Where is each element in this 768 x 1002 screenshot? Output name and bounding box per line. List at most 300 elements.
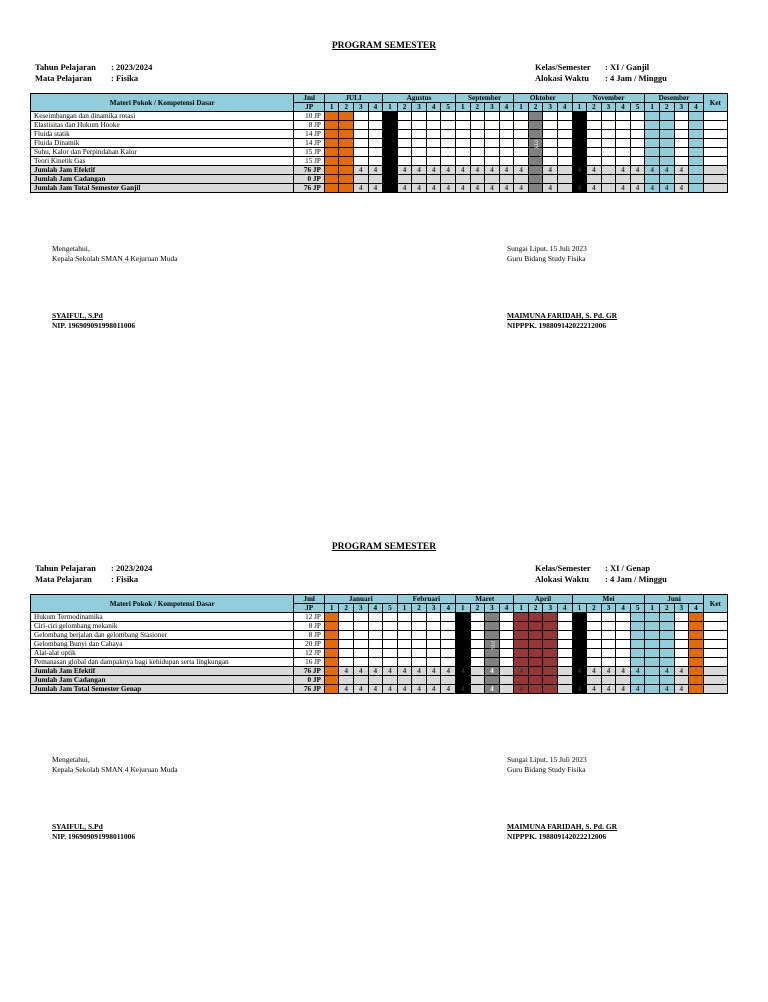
week-cell	[528, 148, 543, 157]
week-cell	[543, 148, 558, 157]
ket-cell	[703, 613, 727, 622]
sig-left-nip: NIP. 196909091998011006	[52, 321, 136, 330]
week-cell	[412, 148, 427, 157]
week-cell	[616, 649, 631, 658]
week-cell	[528, 622, 543, 631]
week-cell	[528, 121, 543, 130]
week-cell	[383, 175, 398, 184]
week-cell	[645, 667, 660, 676]
tahun-label: Tahun Pelajaran	[35, 62, 96, 72]
sig-right-line1: Sungai Liput, 15 Juli 2023	[507, 755, 587, 764]
week-number: 1	[645, 604, 660, 613]
week-cell	[426, 631, 441, 640]
week-number: 3	[601, 604, 616, 613]
week-cell	[587, 148, 602, 157]
week-cell	[455, 157, 470, 166]
header-materi: Materi Pokok / Kompetensi Dasar	[31, 94, 294, 112]
week-cell	[689, 613, 704, 622]
week-cell: 4	[587, 667, 602, 676]
week-cell: 4	[441, 685, 456, 694]
week-cell: 4	[354, 685, 369, 694]
week-cell	[426, 613, 441, 622]
alokasi-value: : 4 Jam / Minggu	[605, 574, 667, 584]
page-title-ganjil: PROGRAM SEMESTER	[331, 41, 437, 51]
week-cell	[485, 130, 500, 139]
week-cell	[354, 139, 369, 148]
table-row	[31, 622, 728, 631]
week-cell	[324, 175, 339, 184]
jp-cell: 76 JP	[294, 184, 324, 193]
week-cell	[601, 130, 616, 139]
week-cell	[674, 157, 689, 166]
week-cell	[339, 622, 354, 631]
week-cell	[558, 640, 573, 649]
week-cell: 4	[485, 184, 500, 193]
week-cell	[324, 640, 339, 649]
week-cell	[324, 166, 339, 175]
materi-cell: Jumlah Jam Total Semester Ganjil	[31, 184, 294, 193]
week-cell: 4	[339, 667, 354, 676]
sig-left-line1: Mengetahui,	[52, 755, 90, 764]
week-cell	[441, 130, 456, 139]
week-cell	[324, 139, 339, 148]
kelas-label: Kelas/Semester	[535, 563, 591, 573]
week-cell	[660, 631, 675, 640]
mapel-label: Mata Pelajaran	[35, 574, 92, 584]
week-cell: 4	[660, 667, 675, 676]
week-cell	[426, 175, 441, 184]
week-cell	[689, 622, 704, 631]
week-cell	[339, 676, 354, 685]
week-cell	[674, 676, 689, 685]
jp-cell: 8 JP	[294, 121, 324, 130]
week-cell	[543, 622, 558, 631]
month-header: April	[514, 595, 572, 604]
week-number: 3	[674, 604, 689, 613]
table-row	[31, 613, 728, 622]
week-cell	[645, 130, 660, 139]
week-number: 4	[426, 103, 441, 112]
materi-cell: Jumlah Jam Cadangan	[31, 676, 294, 685]
materi-cell: Keseimbangan dan dinamika rotasi	[31, 112, 294, 121]
week-cell	[528, 166, 543, 175]
week-cell	[630, 640, 645, 649]
header-materi: Materi Pokok / Kompetensi Dasar	[31, 595, 294, 613]
week-cell	[674, 139, 689, 148]
week-cell	[368, 640, 383, 649]
week-cell	[456, 676, 471, 685]
kelas-value: : XI / Ganjil	[605, 62, 650, 72]
ket-cell	[703, 640, 727, 649]
week-cell	[587, 649, 602, 658]
week-cell	[485, 613, 500, 622]
week-number: 2	[470, 604, 485, 613]
week-cell	[674, 622, 689, 631]
week-cell	[616, 640, 631, 649]
week-cell	[514, 130, 529, 139]
week-cell	[543, 649, 558, 658]
week-cell: 4	[601, 667, 616, 676]
ket-cell	[703, 148, 727, 157]
mapel-label: Mata Pelajaran	[35, 73, 92, 83]
week-cell	[426, 658, 441, 667]
week-cell	[339, 184, 354, 193]
week-cell	[543, 157, 558, 166]
week-cell	[383, 676, 398, 685]
week-cell	[587, 658, 602, 667]
jp-cell: 12 JP	[294, 649, 324, 658]
week-cell	[616, 112, 631, 121]
week-cell	[689, 667, 704, 676]
ket-cell	[703, 622, 727, 631]
week-cell: 4	[383, 667, 398, 676]
materi-cell: Teori Kinetik Gas	[31, 157, 294, 166]
jp-cell: 76 JP	[294, 685, 324, 694]
header-ket: Ket	[703, 595, 727, 613]
week-number: 2	[412, 604, 427, 613]
week-cell	[514, 640, 529, 649]
week-cell	[499, 112, 514, 121]
week-cell	[368, 139, 383, 148]
week-number: 3	[543, 604, 558, 613]
header-jp: JP	[294, 604, 324, 613]
week-cell	[499, 157, 514, 166]
week-cell: 4	[514, 184, 529, 193]
alokasi-value: : 4 Jam / Minggu	[605, 73, 667, 83]
week-cell: 4	[499, 184, 514, 193]
week-cell: 4	[426, 184, 441, 193]
mapel-value: : Fisika	[111, 73, 139, 83]
week-cell: 4	[368, 685, 383, 694]
table-row	[31, 658, 728, 667]
week-number: 2	[660, 604, 675, 613]
materi-cell: Suhu, Kalor dan Perpindahan Kalor	[31, 148, 294, 157]
week-cell: 4	[426, 667, 441, 676]
week-cell	[485, 139, 500, 148]
week-cell: 4	[514, 667, 529, 676]
week-cell	[601, 658, 616, 667]
week-cell	[558, 667, 573, 676]
week-cell	[324, 676, 339, 685]
week-number: 5	[441, 103, 456, 112]
week-cell	[354, 622, 369, 631]
jp-cell: 16 JP	[294, 658, 324, 667]
header-jml: Jml	[294, 595, 324, 604]
week-cell: 4	[397, 184, 412, 193]
week-cell	[689, 649, 704, 658]
week-cell	[674, 112, 689, 121]
week-number: 1	[514, 604, 529, 613]
week-cell	[397, 631, 412, 640]
week-cell	[470, 640, 485, 649]
week-cell	[616, 121, 631, 130]
week-cell: 4	[587, 166, 602, 175]
week-number: 1	[455, 103, 470, 112]
week-cell	[557, 139, 572, 148]
week-cell	[557, 157, 572, 166]
jp-cell: 8 JP	[294, 622, 324, 631]
week-cell: 4	[659, 184, 674, 193]
week-cell	[485, 175, 500, 184]
materi-cell: Jumlah Jam Total Semester Genap	[31, 685, 294, 694]
table-row	[31, 184, 728, 193]
week-number: 1	[324, 103, 339, 112]
week-cell: 4	[616, 166, 631, 175]
week-cell	[630, 148, 645, 157]
week-cell	[470, 622, 485, 631]
week-cell: 4	[616, 184, 631, 193]
week-cell	[324, 667, 339, 676]
week-cell	[543, 121, 558, 130]
table-row	[31, 685, 728, 694]
month-header: Mei	[572, 595, 645, 604]
week-cell	[630, 121, 645, 130]
week-cell	[470, 148, 485, 157]
week-cell	[601, 157, 616, 166]
week-cell	[630, 175, 645, 184]
week-number: 1	[383, 103, 398, 112]
week-cell	[616, 130, 631, 139]
week-cell	[339, 613, 354, 622]
week-cell	[689, 631, 704, 640]
week-cell	[383, 157, 398, 166]
week-cell	[601, 676, 616, 685]
week-cell	[397, 658, 412, 667]
week-number: 4	[557, 103, 572, 112]
week-cell	[674, 631, 689, 640]
week-cell	[514, 121, 529, 130]
week-number: 3	[412, 103, 427, 112]
week-number: 4	[689, 103, 704, 112]
month-header: JULI	[324, 94, 382, 103]
week-cell	[354, 148, 369, 157]
week-cell	[587, 676, 602, 685]
week-cell	[528, 157, 543, 166]
kelas-label: Kelas/Semester	[535, 62, 591, 72]
week-number: 3	[426, 604, 441, 613]
month-header: Maret	[456, 595, 514, 604]
week-cell	[689, 130, 704, 139]
week-cell	[558, 631, 573, 640]
week-cell	[339, 175, 354, 184]
materi-cell: Gelombang Bunyi dan Cahaya	[31, 640, 294, 649]
week-cell	[601, 622, 616, 631]
week-cell	[499, 622, 514, 631]
week-number: 2	[528, 103, 543, 112]
week-cell	[499, 631, 514, 640]
week-cell	[689, 685, 704, 694]
week-cell	[557, 184, 572, 193]
week-number: 4	[558, 604, 573, 613]
signature-right-name-ganjil	[507, 311, 617, 331]
week-cell	[412, 121, 427, 130]
week-cell	[339, 631, 354, 640]
week-cell	[441, 649, 456, 658]
week-cell	[543, 175, 558, 184]
week-cell	[397, 130, 412, 139]
week-cell	[689, 139, 704, 148]
ket-cell	[703, 166, 727, 175]
week-cell	[601, 139, 616, 148]
week-number: 4	[368, 604, 383, 613]
week-cell: 4	[397, 166, 412, 175]
week-cell	[368, 130, 383, 139]
week-number: 5	[630, 604, 645, 613]
week-cell	[441, 658, 456, 667]
week-cell	[324, 658, 339, 667]
week-cell	[543, 112, 558, 121]
week-cell: 4	[587, 685, 602, 694]
week-cell: 4	[485, 166, 500, 175]
week-cell	[514, 658, 529, 667]
ket-cell	[703, 676, 727, 685]
week-cell	[630, 622, 645, 631]
table-row	[31, 175, 728, 184]
week-cell: 4	[368, 166, 383, 175]
week-cell	[528, 640, 543, 649]
week-number: 5	[383, 604, 398, 613]
week-number: 1	[645, 103, 660, 112]
week-cell	[397, 613, 412, 622]
sig-right-name: MAIMUNA FARIDAH, S. Pd. GR	[507, 822, 618, 831]
week-cell	[630, 631, 645, 640]
week-cell	[659, 112, 674, 121]
week-cell	[528, 130, 543, 139]
week-cell	[558, 685, 573, 694]
week-cell	[659, 139, 674, 148]
week-cell: 4	[572, 667, 587, 676]
week-cell: 4	[485, 685, 500, 694]
week-cell	[587, 175, 602, 184]
sig-right-nip: NIPPPK. 198809142022212006	[507, 832, 607, 841]
materi-cell: Alat-alat optik	[31, 649, 294, 658]
week-cell: 4	[572, 184, 587, 193]
week-cell	[441, 631, 456, 640]
week-cell	[354, 649, 369, 658]
month-header: Desember	[645, 94, 703, 103]
ket-cell	[703, 649, 727, 658]
week-number: 1	[397, 604, 412, 613]
week-cell	[630, 130, 645, 139]
week-cell	[397, 175, 412, 184]
week-number: 1	[514, 103, 529, 112]
week-cell	[339, 148, 354, 157]
week-number: 1	[456, 604, 471, 613]
kelas-value: : XI / Genap	[605, 563, 651, 573]
week-cell	[499, 139, 514, 148]
week-cell	[572, 130, 587, 139]
week-cell	[412, 112, 427, 121]
week-cell	[368, 112, 383, 121]
week-cell	[645, 148, 660, 157]
week-cell	[470, 175, 485, 184]
week-cell	[689, 175, 704, 184]
week-number: 4	[689, 604, 704, 613]
week-cell	[441, 676, 456, 685]
week-cell	[470, 112, 485, 121]
week-cell	[456, 658, 471, 667]
semester-table-genap	[30, 594, 728, 694]
week-cell	[528, 685, 543, 694]
week-cell: 4	[499, 166, 514, 175]
sig-left-line2: Kepala Sekolah SMAN 4 Kejuruan Muda	[52, 765, 178, 774]
week-cell	[616, 631, 631, 640]
week-cell: 4	[572, 685, 587, 694]
week-cell	[645, 658, 660, 667]
week-cell	[587, 157, 602, 166]
week-cell	[412, 130, 427, 139]
week-cell	[412, 622, 427, 631]
week-cell	[572, 631, 587, 640]
week-cell	[601, 175, 616, 184]
table-row	[31, 166, 728, 175]
materi-cell: Jumlah Jam Efektif	[31, 667, 294, 676]
jp-cell: 76 JP	[294, 166, 324, 175]
week-cell	[455, 121, 470, 130]
week-cell	[557, 130, 572, 139]
jp-cell: 15 JP	[294, 148, 324, 157]
week-cell: 4	[339, 685, 354, 694]
table-row	[31, 130, 728, 139]
week-cell: 4	[659, 166, 674, 175]
table-row	[31, 148, 728, 157]
month-header: Juni	[645, 595, 703, 604]
week-cell	[528, 631, 543, 640]
tahun-value: : 2023/2024	[111, 563, 153, 573]
week-cell	[689, 166, 704, 175]
week-cell	[674, 175, 689, 184]
week-cell	[339, 139, 354, 148]
header-jp: JP	[294, 103, 324, 112]
week-cell	[368, 175, 383, 184]
pts-vertical-label: PTS	[532, 139, 538, 149]
week-cell: 4	[456, 667, 471, 676]
week-cell	[572, 676, 587, 685]
week-cell	[616, 676, 631, 685]
week-cell	[339, 640, 354, 649]
week-cell	[674, 148, 689, 157]
week-cell	[630, 613, 645, 622]
week-cell	[514, 175, 529, 184]
week-cell	[514, 148, 529, 157]
week-cell	[456, 631, 471, 640]
week-cell	[368, 148, 383, 157]
alokasi-label: Alokasi Waktu	[535, 574, 589, 584]
tahun-label: Tahun Pelajaran	[35, 563, 96, 573]
materi-cell: Elastisitas dan Hukum Hooke	[31, 121, 294, 130]
week-cell	[616, 148, 631, 157]
week-number: 5	[630, 103, 645, 112]
ket-cell	[703, 658, 727, 667]
week-cell	[528, 613, 543, 622]
jp-cell: 14 JP	[294, 130, 324, 139]
week-cell	[470, 631, 485, 640]
week-number: 4	[616, 604, 631, 613]
week-cell	[383, 139, 398, 148]
week-number: 1	[572, 604, 587, 613]
week-cell	[441, 622, 456, 631]
week-cell: 4	[630, 184, 645, 193]
week-cell	[645, 175, 660, 184]
week-cell: 4	[645, 184, 660, 193]
week-cell	[499, 148, 514, 157]
week-number: 2	[470, 103, 485, 112]
page-title-genap: PROGRAM SEMESTER	[331, 542, 437, 552]
week-cell	[645, 622, 660, 631]
week-cell	[485, 148, 500, 157]
week-cell	[514, 112, 529, 121]
week-number: 1	[324, 604, 339, 613]
